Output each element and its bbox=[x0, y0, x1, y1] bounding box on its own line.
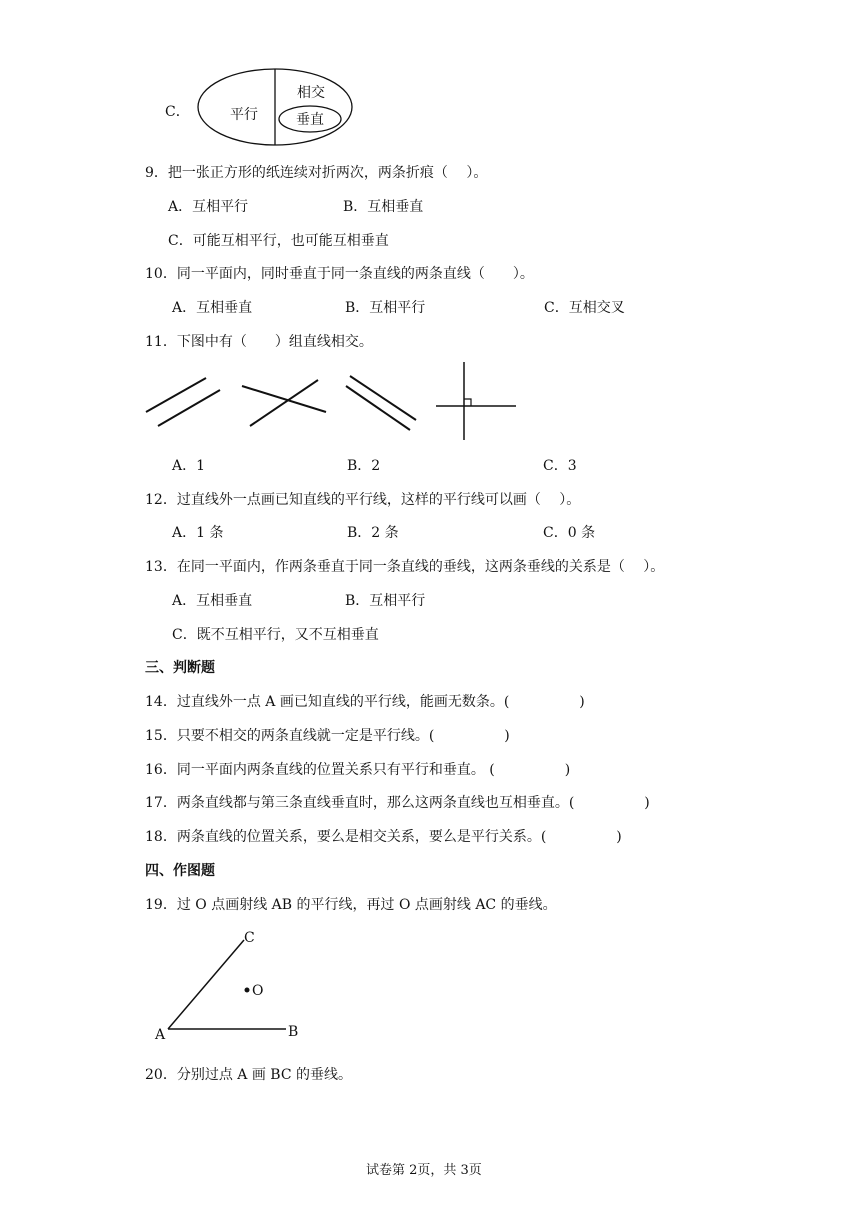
q17: 17．两条直线都与第三条直线垂直时，那么这两条直线也互相垂直。( ) bbox=[145, 795, 650, 811]
q19-stem: 19．过 O 点画射线 AB 的平行线，再过 O 点画射线 AC 的垂线。 bbox=[145, 897, 557, 913]
q8-option-c-label: C． bbox=[165, 104, 190, 120]
q16: 16．同一平面内两条直线的位置关系只有平行和垂直。 ( ) bbox=[145, 762, 571, 778]
q8-diagram bbox=[196, 67, 356, 149]
label-c: C bbox=[244, 930, 255, 946]
q13-option-b[interactable]: B．互相平行 bbox=[345, 593, 426, 609]
pair2-line-b bbox=[250, 380, 318, 426]
q9-option-c[interactable]: C．可能互相平行，也可能互相垂直 bbox=[168, 233, 389, 249]
q20-stem: 20．分别过点 A 画 BC 的垂线。 bbox=[145, 1067, 352, 1083]
diagram-label-intersect: 相交 bbox=[297, 85, 325, 101]
label-b: B bbox=[288, 1024, 299, 1040]
q12-option-a[interactable]: A．1 条 bbox=[172, 525, 224, 541]
q18: 18．两条直线的位置关系，要么是相交关系，要么是平行关系。( ) bbox=[145, 829, 622, 845]
q10-option-b[interactable]: B．互相平行 bbox=[345, 300, 426, 316]
q13-option-c[interactable]: C．既不互相平行，又不互相垂直 bbox=[172, 627, 379, 643]
q14: 14．过直线外一点 A 画已知直线的平行线，能画无数条。( ) bbox=[145, 694, 585, 710]
q11-figure bbox=[140, 362, 520, 442]
q10-stem: 10．同一平面内，同时垂直于同一条直线的两条直线（ ）。 bbox=[145, 266, 534, 282]
right-angle-mark bbox=[464, 399, 471, 406]
q12-option-b[interactable]: B．2 条 bbox=[347, 525, 399, 541]
q12-stem: 12．过直线外一点画已知直线的平行线，这样的平行线可以画（ ）。 bbox=[145, 492, 581, 508]
q11-option-b[interactable]: B．2 bbox=[347, 458, 381, 474]
label-o: O bbox=[252, 983, 264, 999]
pair1-line-a bbox=[146, 378, 206, 412]
q13-option-a[interactable]: A．互相垂直 bbox=[172, 593, 253, 609]
diagram-label-parallel: 平行 bbox=[230, 107, 258, 123]
pair3-line-b bbox=[346, 386, 410, 430]
q10-option-c[interactable]: C．互相交叉 bbox=[544, 300, 625, 316]
diagram-label-perpendicular: 垂直 bbox=[296, 112, 324, 128]
q9-stem: 9．把一张正方形的纸连续对折两次，两条折痕（ ）。 bbox=[145, 165, 488, 181]
q10-option-a[interactable]: A．互相垂直 bbox=[172, 300, 253, 316]
q9-option-b[interactable]: B．互相垂直 bbox=[343, 199, 424, 215]
page-footer: 试卷第 2页，共 3页 bbox=[366, 1163, 482, 1178]
q11-stem: 11．下图中有（ ）组直线相交。 bbox=[145, 334, 373, 350]
q13-stem: 13．在同一平面内，作两条垂直于同一条直线的垂线，这两条垂线的关系是（ ）。 bbox=[145, 559, 665, 575]
ray-ac bbox=[168, 940, 244, 1029]
q12-option-c[interactable]: C．0 条 bbox=[543, 525, 596, 541]
q11-option-c[interactable]: C．3 bbox=[543, 458, 577, 474]
q11-option-a[interactable]: A．1 bbox=[172, 458, 206, 474]
q15: 15．只要不相交的两条直线就一定是平行线。( ) bbox=[145, 728, 510, 744]
point-o bbox=[245, 988, 250, 993]
section-4-heading: 四、作图题 bbox=[145, 863, 215, 879]
section-3-heading: 三、判断题 bbox=[145, 660, 215, 676]
pair1-line-b bbox=[158, 390, 220, 426]
pair3-line-a bbox=[350, 376, 416, 420]
q19-figure bbox=[150, 924, 320, 1044]
q9-option-a[interactable]: A．互相平行 bbox=[168, 199, 249, 215]
label-a: A bbox=[155, 1027, 166, 1043]
pair2-line-a bbox=[242, 386, 326, 412]
